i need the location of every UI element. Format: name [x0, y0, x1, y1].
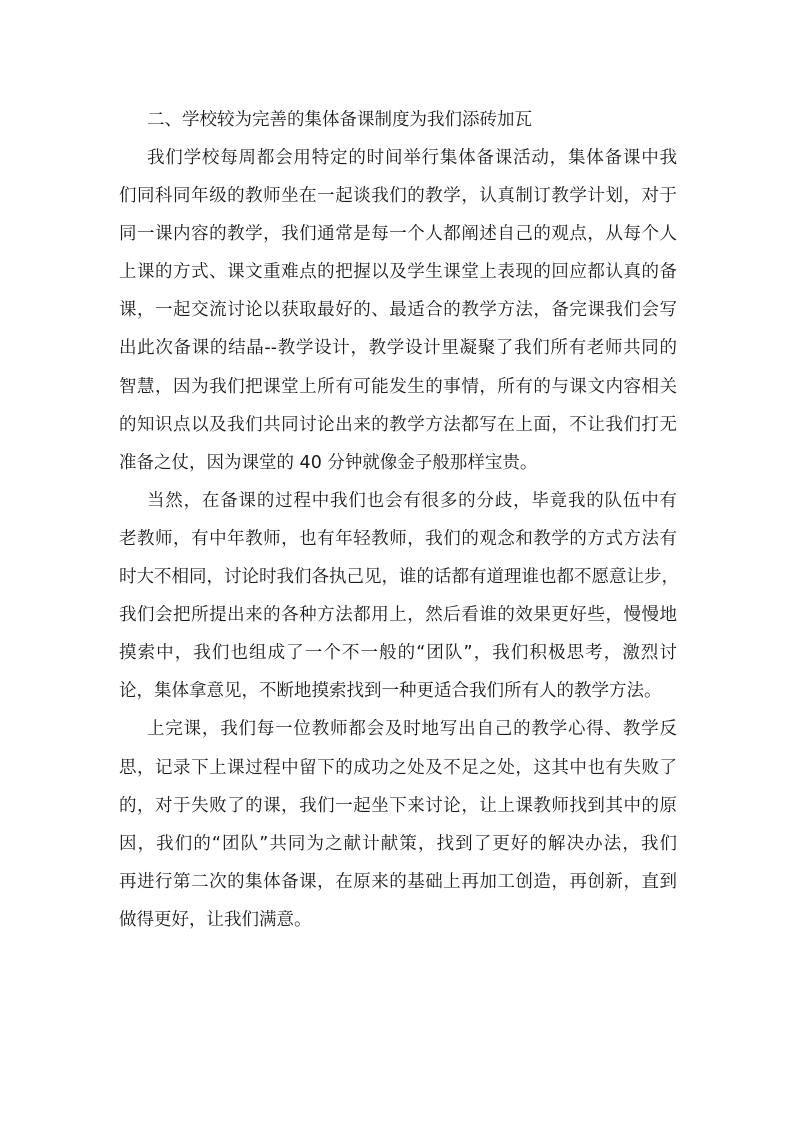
text-line: 思，记录下上课过程中留下的成功之处及不足之处，这其中也有失败了 — [119, 757, 677, 778]
text-line: 上课的方式、课文重难点的把握以及学生课堂上表现的回应都认真的备 — [119, 262, 677, 283]
text-line: 我们学校每周都会用特定的时间举行集体备课活动，集体备课中我 — [147, 148, 677, 168]
text-line: 当然，在备课的过程中我们也会有很多的分歧，毕竟我的队伍中有 — [147, 490, 677, 511]
paragraph-reflection — [119, 710, 677, 939]
text-line: 准备之仗，因为课堂的 40 分钟就像金子般那样宝贵。 — [119, 452, 538, 473]
text-line: 的知识点以及我们共同讨论出来的教学方法都写在上面，不让我们打无 — [119, 414, 677, 435]
text-line: 我们会把所提出来的各种方法都用上，然后看谁的效果更好些，慢慢地 — [119, 605, 677, 626]
text-line: 上完课，我们每一位教师都会及时地写出自己的教学心得、教学反 — [147, 719, 677, 740]
paragraph-collective-prep — [119, 139, 677, 482]
text-line: 时大不相同，讨论时我们各执己见，谁的话都有道理谁也都不愿意让步， — [119, 567, 679, 588]
text-line: 做得更好，让我们满意。 — [119, 909, 312, 930]
section-heading: 二、学校较为完善的集体备课制度为我们添砖加瓦 — [147, 110, 532, 130]
text-line: 论，集体拿意见，不断地摸索找到一种更适合我们所有人的教学方法。 — [119, 681, 662, 702]
text-line: 同一课内容的教学，我们通常是每一个人都阐述自己的观点，从每个人 — [119, 224, 677, 245]
text-line: 课，一起交流讨论以获取最好的、最适合的教学方法，备完课我们会写 — [119, 300, 677, 321]
document-body — [119, 101, 677, 939]
text-line: 出此次备课的结晶--教学设计，教学设计里凝聚了我们所有老师共同的 — [119, 338, 677, 359]
text-line: 们同科同年级的教师坐在一起谈我们的教学，认真制订教学计划，对于 — [119, 186, 677, 207]
paragraph-disagreements — [119, 482, 677, 711]
text-line: 智慧，因为我们把课堂上所有可能发生的事情，所有的与课文内容相关 — [119, 376, 677, 397]
text-line: 的，对于失败了的课，我们一起坐下来讨论，让上课教师找到其中的原 — [119, 795, 677, 816]
text-line: 再进行第二次的集体备课，在原来的基础上再加工创造，再创新，直到 — [119, 871, 677, 892]
text-line: 因，我们的“团队”共同为之献计献策，找到了更好的解决办法，我们 — [119, 833, 677, 854]
text-line: 老教师，有中年教师，也有年轻教师，我们的观念和教学的方式方法有 — [119, 528, 677, 549]
text-line: 摸索中，我们也组成了一个不一般的“团队”，我们积极思考，激烈讨 — [119, 643, 677, 664]
